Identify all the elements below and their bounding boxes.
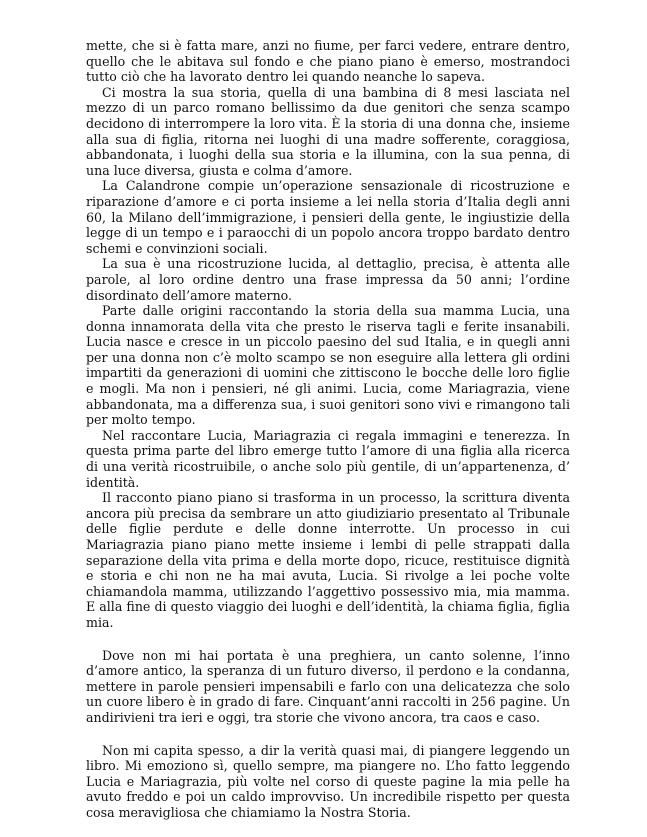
paragraph-lucia-images: Nel raccontare Lucia, Mariagrazia ci regala immagini e tenerezza. In questa prima parte del libro emerge tutto l’amore di una figlia alla ricerca di una verità ricostruibile, o anche solo più gentile, di un’appartenenza, d’ identità. [86,427,570,490]
article-body [86,38,570,821]
paragraph-continuation: mette, che si è fatta mare, anzi no fiume, per farci vedere, entrare dentro, quello che le abitava sul fondo e che piano piano è emerso, mostrandoci tutto ciò che ha lavorato dentro lei quando neanche lo sapeva. [86,38,570,85]
paragraph-process: Il racconto piano piano si trasforma in un processo, la scrittura diventa ancora più precisa da sembrare un atto giudiziario presentato al Tribunale delle figlie perdute e delle donne interrotte. Un processo in cui Mariagrazia piano piano mette insieme i lembi di pelle strappati dalla separazione della vita prima e della morte dopo, ricuce, restituisce dignità e storia e chi non ne ha mai avuta, Lucia. Si rivolge a lei poche volte chiamandola mamma, utilizzando l’aggettivo possessivo mia, mia mamma. E alla fine di questo viaggio dei luoghi e dell’identità, la chiama figlia, figlia mia. [86,490,570,630]
paragraph-lucia-origins: Parte dalle origini raccontando la storia della sua mamma Lucia, una donna innamorata della vita che presto le riserva tagli e ferite insanabili. Lucia nasce e cresce in un piccolo paesino del sud Italia, e in quegli anni per una donna non c’è molto scampo se non eseguire alla lettera gli ordini impartiti da generazioni di uomini che zittiscono le bocche delle loro figlie e mogli. Ma non i pensieri, né gli animi. Lucia, come Mariagrazia, viene abbandonata, ma a differenza sua, i suoi genitori sono vivi e rimangono tali per molto tempo. [86,303,570,428]
paragraph-reconstruction: La sua è una ricostruzione lucida, al dettaglio, precisa, è attenta alle parole, al loro ordine dentro una frase impressa da 50 anni; l’ordine disordinato dell’amore materno. [86,256,570,303]
paragraph-story: Ci mostra la sua storia, quella di una bambina di 8 mesi lasciata nel mezzo di un parco romano bellissimo da due genitori che senza scampo decidono di interrompere la loro vita. È la storia di una donna che, insieme alla sua di figlia, ritorna nei luoghi di una madre sofferente, coraggiosa, abbandonata, i luoghi della sua storia e la illumina, con la sua penna, di una luce diversa, giusta e colma d’amore. [86,84,570,178]
paragraph-calandrone: La Calandrone compie un’operazione sensazionale di ricostruzione e riparazione d’amore e ci porta insieme a lei nella storia d’Italia degli anni 60, la Milano dell’immigrazione, i pensieri della gente, le ingiustizie della legge di un tempo e i paraocchi di un popolo ancora troppo bardato dentro schemi e convinzioni sociali. [86,178,570,256]
paragraph-prayer: Dove non mi hai portata è una preghiera, un canto solenne, l’inno d’amore antico, la speranza di un futuro diverso, il perdono e la condanna, mettere in parole pensieri impensabili e farlo con una delicatezza che solo un cuore libero è in grado di fare. Cinquant’anni raccolti in 256 pagine. Un andirivieni tra ieri e oggi, tra storie che vivono ancora, tra caos e caso. [86,647,570,725]
paragraph-conclusion: Non mi capita spesso, a dir la verità quasi mai, di piangere leggendo un libro. Mi emoziono sì, quello sempre, ma piangere no. L’ho fatto leggendo Lucia e Mariagrazia, più volte nel corso di queste pagine la mia pelle ha avuto freddo e poi un caldo improvviso. Un incredibile rispetto per questa cosa meravigliosa che chiamiamo la Nostra Storia. [86,742,570,820]
